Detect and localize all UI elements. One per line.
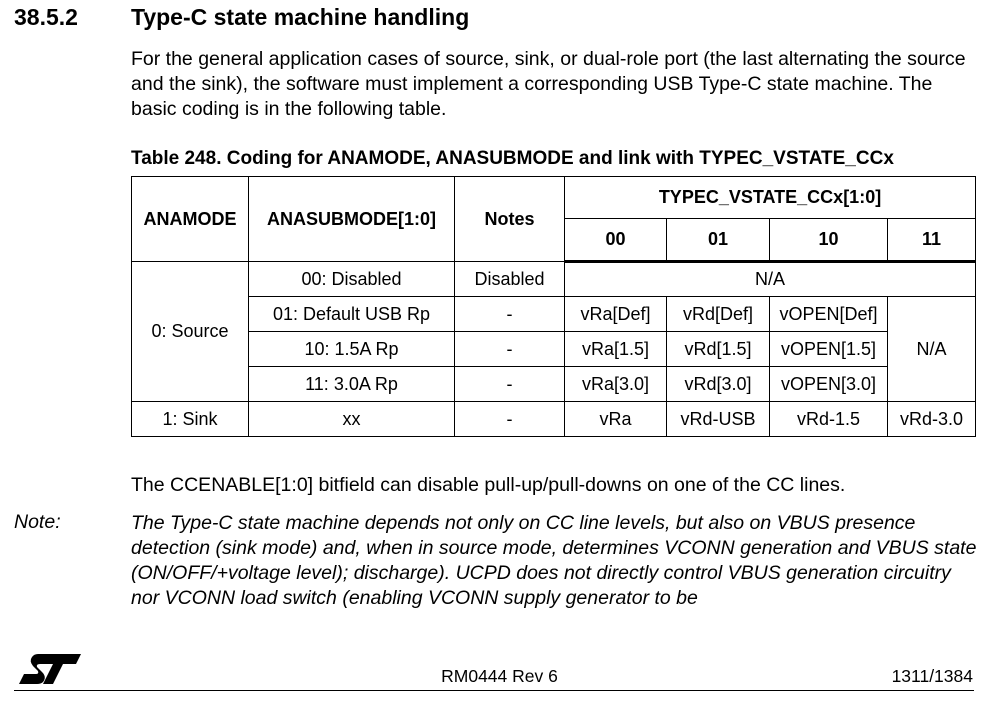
ccenable-paragraph: The CCENABLE[1:0] bitfield can disable pull-up/pull-downs on one of the CC lines. — [131, 474, 846, 496]
table-row — [132, 297, 976, 332]
header-vstate-10: 10 — [770, 219, 888, 262]
header-vstate-00: 00 — [565, 219, 667, 262]
cell-vstate-01: vRd[1.5] — [667, 332, 770, 367]
doc-reference: RM0444 Rev 6 — [441, 666, 558, 686]
cell-notes: Disabled — [455, 262, 565, 297]
cell-notes: - — [455, 367, 565, 402]
cell-anamode-sink: 1: Sink — [132, 402, 249, 437]
note-text: The Type-C state machine depends not only on CC line levels, but also on VBUS presence detection (sink mode) and, when in source mode, determines VCONN generation and VBUS state (ON/OFF/+voltage level); discharge). UCPD does not directly control VBUS generation circuitry nor VCONN load switch (enabling VCONN supply generator to be — [131, 512, 977, 609]
cell-vstate-01: vRd[3.0] — [667, 367, 770, 402]
cell-submode: 01: Default USB Rp — [249, 297, 455, 332]
cell-vstate-10: vOPEN[1.5] — [770, 332, 888, 367]
header-vstate-11: 11 — [888, 219, 976, 262]
cell-vstate-na: N/A — [565, 262, 976, 297]
intro-paragraph: For the general application cases of source, sink, or dual-role port (the last alternating the source and the sink), the software must implement a corresponding USB Type-C state machine. The basic coding is in the following table. — [131, 48, 966, 120]
header-typec-vstate: TYPEC_VSTATE_CCx[1:0] — [565, 177, 976, 219]
table-row — [132, 332, 976, 367]
cell-notes: - — [455, 402, 565, 437]
cell-submode: xx — [249, 402, 455, 437]
table-row — [132, 402, 976, 437]
cell-submode: 00: Disabled — [249, 262, 455, 297]
cell-anamode-source: 0: Source — [132, 262, 249, 402]
cell-vstate-00: vRa — [565, 402, 667, 437]
table-row — [132, 367, 976, 402]
page-number: 1311/1384 — [891, 666, 973, 686]
cell-vstate-00: vRa[Def] — [565, 297, 667, 332]
cell-notes: - — [455, 332, 565, 367]
header-notes: Notes — [455, 177, 565, 262]
cell-vstate-10: vOPEN[3.0] — [770, 367, 888, 402]
cell-notes: - — [455, 297, 565, 332]
header-anasubmode: ANASUBMODE[1:0] — [249, 177, 455, 262]
cell-submode: 10: 1.5A Rp — [249, 332, 455, 367]
cell-vstate-10: vRd-1.5 — [770, 402, 888, 437]
section-number: 38.5.2 — [14, 4, 78, 30]
table-caption: Table 248. Coding for ANAMODE, ANASUBMODE and link with TYPEC_VSTATE_CCx — [131, 148, 894, 169]
note-label: Note: — [14, 511, 61, 533]
cell-vstate-10: vOPEN[Def] — [770, 297, 888, 332]
cell-submode: 11: 3.0A Rp — [249, 367, 455, 402]
cell-vstate-11-na: N/A — [888, 297, 976, 402]
cell-vstate-00: vRa[1.5] — [565, 332, 667, 367]
table-row — [132, 262, 976, 297]
header-vstate-01: 01 — [667, 219, 770, 262]
section-title: Type-C state machine handling — [131, 4, 470, 30]
cell-vstate-11: vRd-3.0 — [888, 402, 976, 437]
cell-vstate-01: vRd-USB — [667, 402, 770, 437]
cell-vstate-00: vRa[3.0] — [565, 367, 667, 402]
header-anamode: ANAMODE — [132, 177, 249, 262]
cell-vstate-01: vRd[Def] — [667, 297, 770, 332]
footer-rule — [14, 690, 974, 691]
coding-table — [131, 176, 976, 437]
